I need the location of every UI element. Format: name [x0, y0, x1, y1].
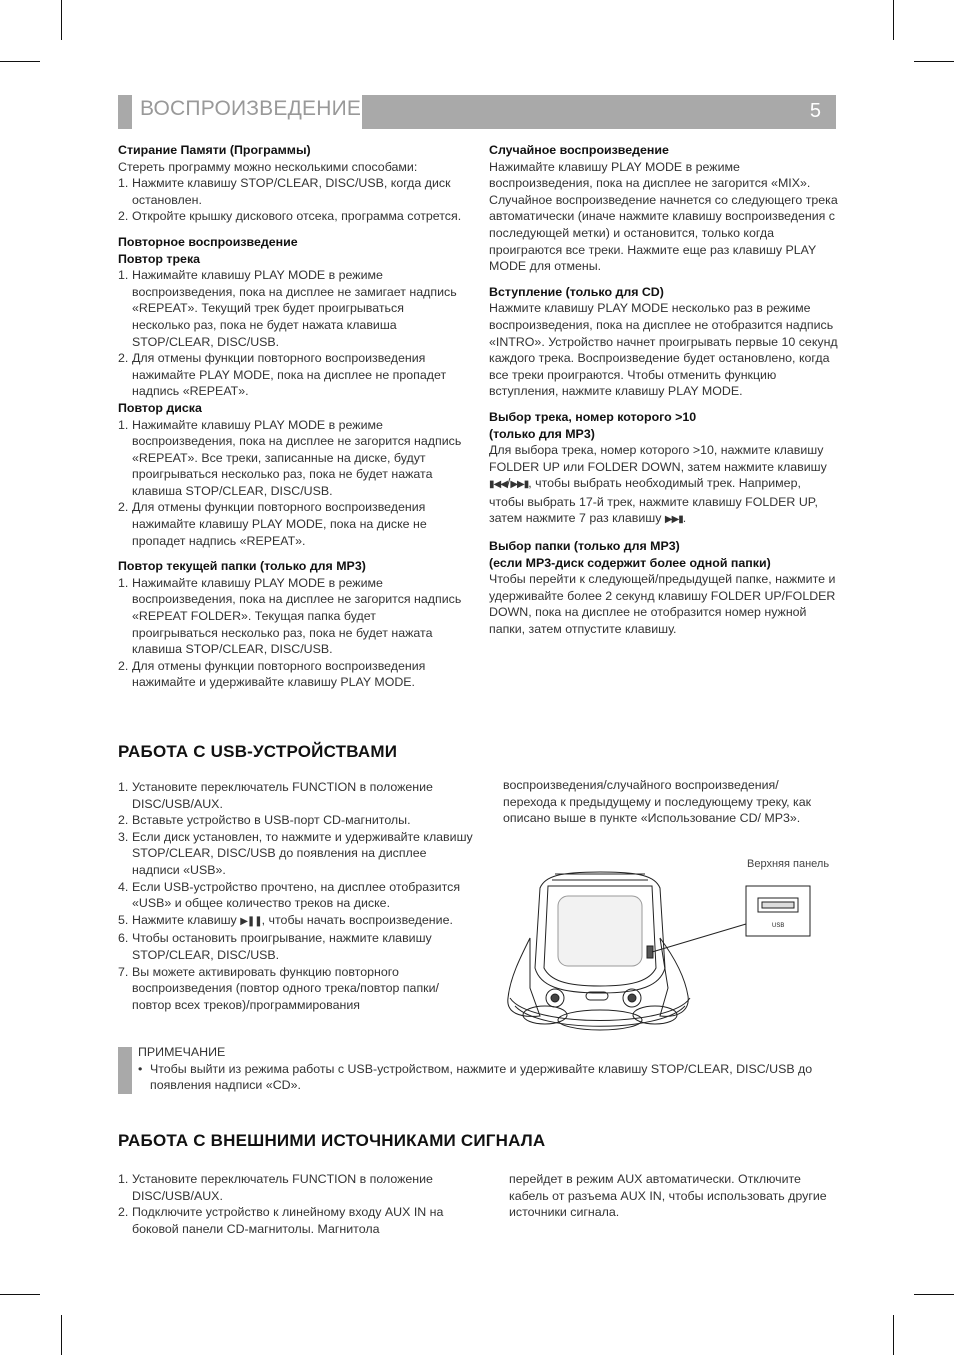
page-number: 5 — [809, 100, 821, 122]
list-number: 2. — [118, 813, 129, 828]
list-text: Чтобы остановить проигрывание, нажмите клавишу STOP/CLEAR, DISC/USB. — [132, 931, 432, 962]
list-number: 1. — [118, 268, 129, 283]
list-item — [118, 930, 473, 963]
list-number: 1. — [118, 417, 129, 432]
list-item — [118, 575, 463, 658]
section-heading: Выбор трека, номер которого >10 — [489, 409, 697, 424]
list-number: 1. — [118, 575, 129, 590]
list-item — [118, 1204, 473, 1237]
paragraph: Нажмите клавишу PLAY MODE несколько раз в режиме воспроизведения, пока на дисплее не отобразится надпись «INTRO». Устройство начнет проигрывать первые 10 секунд каждого трека. Воспроизведение будет остановлено, когда все треки проиграются. Чтобы отменить функцию вступления, нажмите клавишу PLAY MODE. — [489, 301, 838, 399]
list-number: 4. — [118, 879, 129, 894]
list — [118, 175, 463, 225]
note-text: Чтобы выйти из режима работы с USB-устройством, нажмите и удерживайте клавишу STOP/CLEAR, DISC/USB до появления надписи «CD». — [150, 1061, 813, 1093]
list-text: Вы можете активировать функцию повторного воспроизведения (повтор одного трека/повтор папки/повтор всех треков)/программирования — [132, 964, 439, 1012]
crop-mark — [0, 61, 40, 62]
crop-mark — [893, 0, 894, 40]
crop-mark — [914, 61, 954, 62]
list-number: 5. — [118, 912, 129, 927]
list-item — [118, 417, 463, 500]
note-block — [138, 1044, 838, 1094]
list-text: Нажимайте клавишу PLAY MODE в режиме воспроизведения, пока на дисплее не замигает надпись «REPEAT». Текущий трек будет проигрываться несколько раз, пока не будет нажата клавиша STOP/CLEAR, DISC/USB. — [132, 268, 457, 349]
list-text: Нажимайте клавишу PLAY MODE в режиме воспроизведения, пока на дисплее не загорится надпись «REPEAT FOLDER». Текущая папка будет проигрываться несколько раз, пока не будет нажата клавиша STOP/CLEAR, DISC/USB. — [132, 575, 462, 657]
list — [118, 267, 463, 400]
list-item — [118, 267, 463, 350]
list-item — [118, 879, 473, 912]
boombox-illustration — [500, 868, 820, 1038]
bullet: • — [138, 1061, 143, 1076]
next-track-icon: ▶▶▮ — [664, 514, 683, 526]
list-number: 6. — [118, 931, 129, 946]
list-item — [118, 175, 463, 208]
list — [118, 417, 463, 550]
list-number: 2. — [118, 351, 129, 366]
list-number: 2. — [118, 1205, 129, 1220]
list-text: Для отмены функции повторного воспроизведения нажимайте и удерживайте клавишу PLAY MODE. — [132, 658, 426, 690]
list — [118, 1171, 473, 1237]
section-heading: Повтор текущей папки (только для MP3) — [118, 559, 366, 574]
list-item — [118, 208, 463, 225]
section-heading: (если MP3-диск содержит более одной папки) — [489, 555, 771, 570]
list-item — [118, 1171, 473, 1204]
text: / — [506, 476, 511, 491]
subsection-heading: Повтор диска — [118, 400, 202, 415]
list-number: 2. — [118, 658, 129, 673]
list-text: , чтобы начать воспроизведение. — [261, 912, 453, 927]
aux-list-column — [118, 1171, 473, 1237]
list-text: Для отмены функции повторного воспроизведения нажимайте PLAY MODE, пока на дисплее не пропадет надпись «REPEAT». — [132, 351, 447, 399]
usb-continuation — [503, 777, 823, 827]
list-item — [118, 829, 473, 879]
paragraph — [489, 442, 839, 529]
list-item — [118, 912, 473, 931]
page-title: ВОСПРОИЗВЕДЕНИЕ — [140, 97, 362, 120]
text: Для выбора трека, номер которого >10, нажмите клавишу FOLDER UP или FOLDER DOWN, затем нажмите клавишу — [489, 443, 827, 474]
section-heading: (только для MP3) — [489, 426, 595, 441]
list-item — [118, 658, 463, 691]
play-pause-icon: ▶❚❚ — [240, 915, 262, 927]
left-column — [118, 142, 463, 691]
list-number: 1. — [118, 780, 129, 794]
header-accent — [118, 95, 132, 129]
list-text: Вставьте устройство в USB-порт CD-магнитолы. — [132, 813, 411, 828]
list-item — [118, 499, 463, 549]
header-bar — [362, 95, 836, 129]
paragraph: Нажимайте клавишу PLAY MODE в режиме воспроизведения, пока на дисплее не загорится «MIX». Случайное воспроизведение начнется со следующего трека автоматически (иначе нажмите клавишу воспроизведения с последующей метки) и остановится, только когда проиграются все треки. Нажмите еще раз клавишу PLAY MODE для отмены. — [489, 159, 838, 274]
note-accent — [118, 1047, 132, 1094]
list-text: Нажимайте клавишу PLAY MODE в режиме воспроизведения, пока на дисплее не загорится надпись «REPEAT». Все треки, записанные на диске, будут проигрываться несколько раз, пока не будет нажата клавиша STOP/CLEAR, DISC/USB. — [132, 417, 462, 498]
list — [118, 779, 473, 1013]
paragraph: воспроизведения/случайного воспроизведения/ перехода к предыдущему и последующему треку, как описано выше в пункте «Использование CD/ MP3». — [503, 778, 812, 826]
usb-port-label: USB — [772, 923, 785, 929]
section-heading: Случайное воспроизведение — [489, 143, 669, 157]
crop-mark — [0, 1294, 40, 1295]
section-title-usb: РАБОТА С USB-УСТРОЙСТВАМИ — [118, 742, 398, 761]
paragraph: Стереть программу можно несколькими способами: — [118, 159, 418, 174]
list-item — [118, 964, 473, 1014]
paragraph: перейдет в режим AUX автоматически. Отключите кабель от разъема AUX IN, чтобы использовать другие источники сигнала. — [509, 1172, 827, 1220]
aux-continuation — [509, 1171, 829, 1221]
section-title-aux: РАБОТА С ВНЕШНИМИ ИСТОЧНИКАМИ СИГНАЛА — [118, 1131, 546, 1150]
list-item — [118, 812, 473, 829]
subsection-heading: Повтор трека — [118, 251, 201, 266]
list-text: Если диск установлен, то нажмите и удерживайте клавишу STOP/CLEAR, DISC/USB до появления на дисплее надписи «USB». — [132, 829, 473, 877]
list-text: Установите переключатель FUNCTION в положение DISC/USB/AUX. — [132, 780, 433, 811]
crop-mark — [914, 1294, 954, 1295]
note-title: ПРИМЕЧАНИЕ — [138, 1045, 226, 1059]
paragraph: Чтобы перейти к следующей/предыдущей папке, нажмите и удерживайте более 2 секунд клавишу FOLDER UP/FOLDER DOWN, пока на дисплее не отобразится номер нужной папки, затем отпустите клавишу. — [489, 572, 836, 637]
section-heading: Вступление (только для CD) — [489, 284, 664, 299]
next-track-icon: ▶▶▮ — [510, 479, 529, 491]
list-text: Откройте крышку дискового отсека, программа сотрется. — [132, 209, 462, 224]
text: , чтобы выбрать необходимый трек. Например, чтобы выбрать 17-й трек, нажмите клавишу FOLDER UP, затем нажмите 7 раз клавишу — [489, 476, 818, 526]
section-heading: Стирание Памяти (Программы) — [118, 143, 311, 157]
crop-mark — [893, 1315, 894, 1355]
list-text: Для отмены функции повторного воспроизведения нажимайте клавишу PLAY MODE, пока на диске не пропадет надпись «REPEAT». — [132, 500, 427, 548]
crop-mark — [61, 0, 62, 40]
list-item — [118, 350, 463, 400]
list-number: 7. — [118, 964, 129, 979]
previous-track-icon: ▮◀◀ — [489, 479, 507, 491]
list-number: 1. — [118, 1172, 129, 1186]
list-text: Установите переключатель FUNCTION в положение DISC/USB/AUX. — [132, 1172, 433, 1203]
section-heading: Выбор папки (только для MP3) — [489, 539, 680, 554]
list-text: Если USB-устройство прочтено, на дисплее отобразится «USB» и общее количество треков на диске. — [132, 879, 461, 911]
list-text: Нажмите клавишу STOP/CLEAR, DISC/USB, когда диск остановлен. — [132, 176, 451, 207]
list-item — [118, 779, 473, 812]
right-column — [489, 142, 839, 638]
section-heading: Повторное воспроизведение — [118, 234, 298, 249]
text: . — [682, 511, 687, 526]
illustration-caption: Верхняя панель — [747, 858, 830, 870]
list-number: 1. — [118, 176, 129, 191]
list-text: Нажмите клавишу — [132, 912, 237, 927]
list-text: Подключите устройство к линейному входу AUX IN на боковой панели CD-магнитолы. Магнитола — [132, 1205, 444, 1236]
list-number: 2. — [118, 209, 129, 224]
list-number: 2. — [118, 500, 129, 515]
list — [118, 575, 463, 691]
crop-mark — [61, 1315, 62, 1355]
usb-list-column — [118, 779, 473, 1013]
list-number: 3. — [118, 829, 129, 844]
